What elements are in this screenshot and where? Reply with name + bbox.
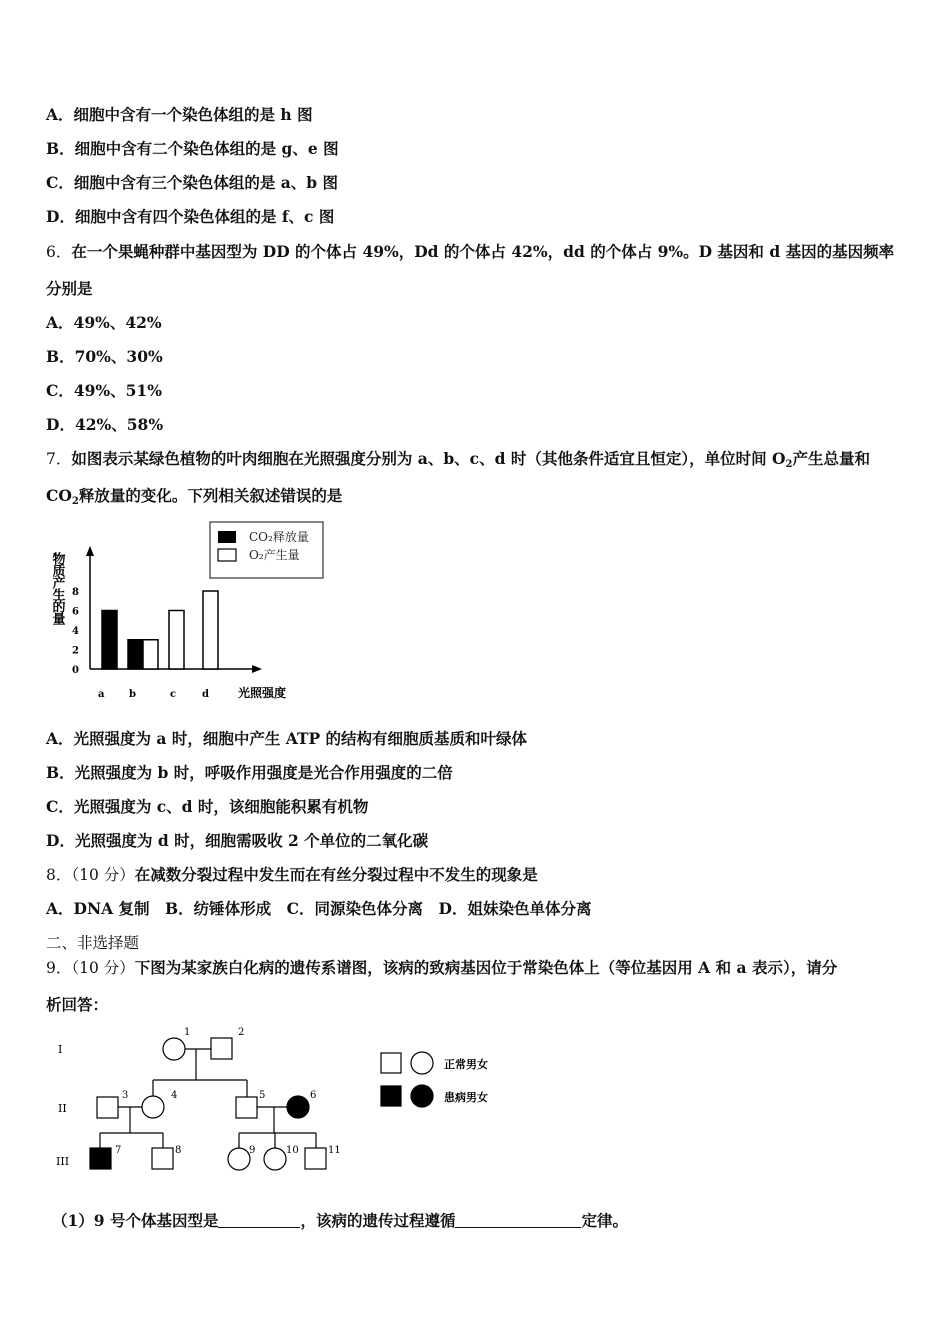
svg-text:1: 1 xyxy=(184,1027,191,1038)
legend-normal-label: 正常男女 xyxy=(444,1058,488,1071)
svg-text:4: 4 xyxy=(171,1090,178,1101)
gen-label-i: I xyxy=(58,1043,63,1056)
bar-o2-b xyxy=(143,640,158,669)
svg-text:3: 3 xyxy=(122,1090,129,1101)
svg-text:8: 8 xyxy=(175,1145,182,1156)
legend-co2-label: CO₂释放量 xyxy=(249,530,309,544)
q5-option-b: B．细胞中含有二个染色体组的是 g、e 图 xyxy=(46,139,339,158)
answer-blank-genotype[interactable] xyxy=(218,1213,300,1228)
x-axis-arrow xyxy=(252,665,262,673)
svg-text:5: 5 xyxy=(259,1090,266,1101)
chart-y-ticks xyxy=(72,587,79,676)
bar-o2-c xyxy=(169,611,184,670)
q9-stem-cont: 析回答： xyxy=(46,995,109,1014)
person-1 xyxy=(163,1038,185,1060)
q5-option-c: C．细胞中含有三个染色体组的是 a、b 图 xyxy=(46,173,339,192)
q8-stem: 8．（10 分）在减数分裂过程中发生而在有丝分裂过程中不发生的现象是 xyxy=(46,865,538,884)
person-2 xyxy=(211,1038,232,1059)
svg-text:11: 11 xyxy=(328,1145,341,1156)
gen-label-iii: III xyxy=(56,1155,70,1168)
y-axis-arrow xyxy=(86,546,94,556)
legend-affected-label: 患病男女 xyxy=(444,1091,488,1104)
person-11 xyxy=(305,1148,326,1169)
q6-stem-cont: 分别是 xyxy=(46,279,93,298)
y-tick-8: 8 xyxy=(72,587,79,598)
person-8 xyxy=(152,1148,173,1169)
chart-bars xyxy=(102,591,218,669)
y-tick-0: 0 xyxy=(72,665,79,676)
bar-o2-d xyxy=(203,591,218,669)
q7-option-b: B．光照强度为 b 时，呼吸作用强度是光合作用强度的二倍 xyxy=(46,763,453,782)
answer-blank-law[interactable] xyxy=(455,1213,581,1228)
legend-normal-female xyxy=(411,1052,433,1074)
person-3 xyxy=(97,1097,118,1118)
q9-sub1: （1）9 号个体基因型是 ，该病的遗传过程遵循 定律。 xyxy=(52,1211,628,1230)
person-5 xyxy=(236,1097,257,1118)
legend-affected-female xyxy=(411,1085,433,1107)
chart-x-label: 光照强度 xyxy=(238,686,287,700)
svg-text:10: 10 xyxy=(286,1145,299,1156)
pedigree-chart xyxy=(46,1022,516,1182)
legend-co2-swatch xyxy=(218,531,236,543)
q6-stem: 6．在一个果蝇种群中基因型为 DD 的个体占 49%，Dd 的个体占 42%，dd 的个体占 9%。D 基因和 d 基因的基因频率 xyxy=(46,242,895,261)
legend-affected-male xyxy=(381,1086,401,1106)
q7-bar-chart xyxy=(40,518,340,708)
person-4 xyxy=(142,1096,164,1118)
q7-stem: 7．如图表示某绿色植物的叶肉细胞在光照强度分别为 a、b、c、d 时（其他条件适宜且恒定），单位时间 $O_2$产生总量和 xyxy=(46,449,870,470)
svg-text:7: 7 xyxy=(115,1145,122,1156)
section-heading: 二、非选择题 xyxy=(46,934,140,952)
q7-stem-cont: $CO_2$释放量的变化。下列相关叙述错误的是 xyxy=(46,486,343,507)
q6-option-c: C．49%、51% xyxy=(46,381,162,400)
q6-option-b: B．70%、30% xyxy=(46,347,163,366)
gen-label-ii: II xyxy=(58,1102,67,1115)
person-7 xyxy=(90,1148,111,1169)
q8-options: A．DNA 复制 B．纺锤体形成 C．同源染色体分离 D．姐妹染色单体分离 xyxy=(46,899,592,918)
svg-text:9: 9 xyxy=(249,1145,256,1156)
bar-co2-b xyxy=(128,640,143,669)
bar-co2-a xyxy=(102,611,117,670)
legend-o2-label: O₂产生量 xyxy=(249,548,300,562)
y-tick-6: 6 xyxy=(72,606,79,618)
person-10 xyxy=(264,1148,286,1170)
x-category-d: d xyxy=(202,689,209,700)
q5-option-d: D．细胞中含有四个染色体组的是 f、c 图 xyxy=(46,207,335,226)
q6-option-a: A．49%、42% xyxy=(46,313,162,332)
y-tick-4: 4 xyxy=(72,626,79,637)
q6-option-d: D．42%、58% xyxy=(46,415,164,434)
person-6 xyxy=(287,1096,309,1118)
x-category-c: c xyxy=(170,689,177,700)
chart-y-label: 物质产生的量 xyxy=(49,552,65,624)
q7-option-c: C．光照强度为 c、d 时，该细胞能积累有机物 xyxy=(46,797,369,816)
legend-normal-male xyxy=(381,1053,401,1073)
person-9 xyxy=(228,1148,250,1170)
q7-option-a: A．光照强度为 a 时，细胞中产生 ATP 的结构有细胞质基质和叶绿体 xyxy=(46,729,528,748)
svg-text:6: 6 xyxy=(310,1090,317,1101)
q9-stem: 9．（10 分）下图为某家族白化病的遗传系谱图，该病的致病基因位于常染色体上（等位基因用 A 和 a 表示），请分 xyxy=(46,958,838,977)
q7-option-d: D．光照强度为 d 时，细胞需吸收 2 个单位的二氧化碳 xyxy=(46,831,429,850)
x-category-b: b xyxy=(129,689,136,700)
x-category-a: a xyxy=(98,689,105,700)
chart-categories xyxy=(98,689,209,700)
legend-o2-swatch xyxy=(218,549,236,561)
svg-text:2: 2 xyxy=(238,1027,245,1038)
q5-option-a: A．细胞中含有一个染色体组的是 h 图 xyxy=(46,105,313,124)
y-tick-2: 2 xyxy=(72,645,79,657)
